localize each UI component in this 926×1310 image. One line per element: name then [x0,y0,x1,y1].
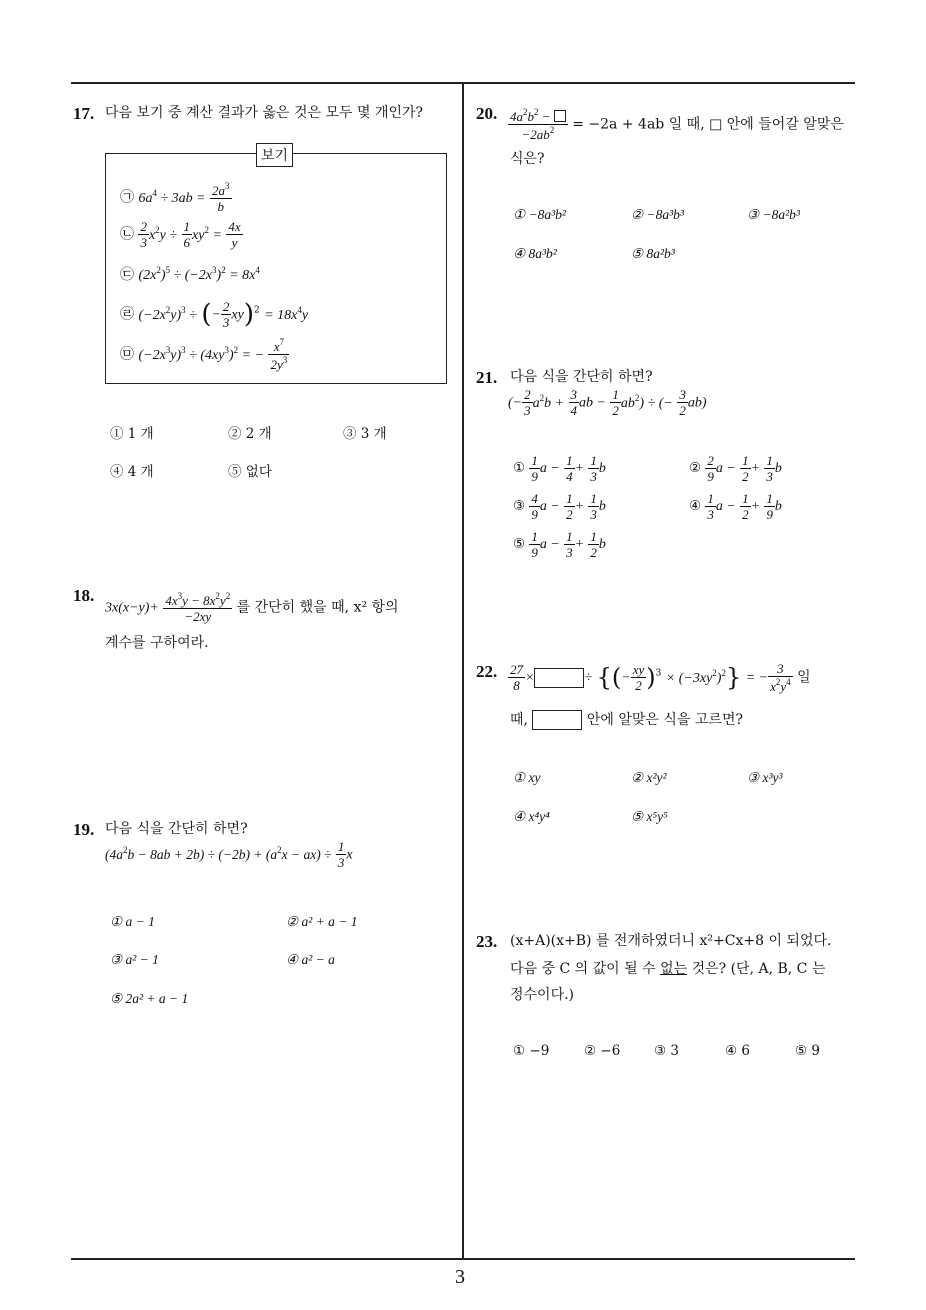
q17-item-3: ㉢ $(2x^2)^5 \div (-2x^3)^2 = 8x^4$ [120,265,260,283]
question-20-number: 20. [476,104,498,123]
question-21-expression: (− $\frac{2}{3}$ $a^2b$ + $\frac{3}{4}$ ab − $\frac{1}{2}$ $ab^2$) ÷ (− $\frac{3}{2}$ ab) [508,387,707,418]
q22-option-4[interactable]: ④ x⁴y⁴ [513,809,550,824]
q19-option-3[interactable]: ③ a² − 1 [110,952,159,967]
question-23-text-line3: 정수이다.) [510,987,575,1003]
q23-option-4[interactable]: ④ 6 [725,1043,750,1059]
q20-option-2[interactable]: ② −8a³b³ [631,207,684,222]
q21-option-3[interactable]: ③ $\frac{4}{9}$ a − $\frac{1}{2}$ + $\frac{1}{3}$ b [513,491,606,522]
q22-option-3[interactable]: ③ x³y³ [747,770,783,785]
q19-option-1[interactable]: ① a − 1 [110,914,155,929]
q23-option-5[interactable]: ⑤ 9 [795,1043,820,1059]
question-19-expression: $(4a^2b - 8ab + 2b) \div (-2b) + (a^2x - ax)$ ÷ $\frac{1}{3}$ x [105,839,353,870]
q17-option-4[interactable]: ④ 4 개 [110,464,154,480]
question-17-text: 다음 보기 중 계산 결과가 옳은 것은 모두 몇 개인가? [105,105,424,121]
q21-option-4[interactable]: ④ $\frac{1}{3}$ a − $\frac{1}{2}$ + $\frac{1}{9}$ b [689,491,782,522]
q17-item-5: ㉤ $(-2x^3y)^3 \div (4xy^3)^2$ = − $\frac{x^7}{2y^3}$ [120,337,288,372]
q21-option-5[interactable]: ⑤ $\frac{1}{9}$ a − $\frac{1}{3}$ + $\frac{1}{2}$ b [513,529,606,560]
question-22-text-line2: 때, 안에 알맞은 식을 고르면? [510,712,743,728]
q23-option-1[interactable]: ① −9 [513,1043,550,1059]
q21-option-2[interactable]: ② $\frac{2}{9}$ a − $\frac{1}{2}$ + $\frac{1}{3}$ b [689,453,782,484]
question-22-expression: $\frac{27}{8}$ × ÷ {(− $\frac{xy}{2}$ )$^3 \times (-3xy^2)^2$} = − $\frac{3}{x^2y^4}$ 일 [510,661,811,694]
question-20-text-line2: 식은? [510,151,545,167]
question-23-text-line1: (x+A)(x+B) 를 전개하였더니 x²+Cx+8 이 되었다. [510,933,832,949]
q17-option-1[interactable]: ① 1 개 [110,426,154,442]
q22-option-5[interactable]: ⑤ x⁵y⁵ [631,809,668,824]
bottom-rule [71,1258,855,1260]
q20-option-4[interactable]: ④ 8a³b² [513,246,557,261]
question-17-number: 17. [73,104,95,123]
q20-option-3[interactable]: ③ −8a²b³ [747,207,800,222]
q17-item-2: ㉡ $\frac{2}{3}$ $x^2y$ ÷ $\frac{1}{6}$ $xy^2$ = $\frac{4x}{y}$ [120,219,241,250]
question-21-text: 다음 식을 간단히 하면? [510,369,653,385]
q20-option-5[interactable]: ⑤ 8a²b³ [631,246,675,261]
q17-item-4: ㉣ $(-2x^2y)^3$ ÷ (− $\frac{2}{3}$ $xy)^2 = 18x^4y$ [120,299,309,330]
q17-option-2[interactable]: ② 2 개 [228,426,272,442]
question-19-number: 19. [73,820,95,839]
q19-option-4[interactable]: ④ a² − a [286,952,335,967]
question-23-text-line2: 다음 중 C 의 값이 될 수 없는 것은? (단, A, B, C 는 [510,961,826,977]
question-18-text-line2: 계수를 구하여라. [105,635,209,651]
q19-option-5[interactable]: ⑤ 2a² + a − 1 [110,991,189,1006]
q23-option-3[interactable]: ③ 3 [654,1043,679,1059]
question-19-text: 다음 식을 간단히 하면? [105,821,248,837]
question-18-text: 를 간단히 했을 때, x² 항의 [236,599,399,616]
q17-item-1: ㉠ $6a^4 \div 3ab$ = $\frac{2a^3}{b}$ [120,181,230,214]
q17-option-5[interactable]: ⑤ 없다 [228,464,272,480]
q19-option-2[interactable]: ② a² + a − 1 [286,914,358,929]
q17-example-label: 보기 [256,143,293,167]
question-21-number: 21. [476,368,498,387]
question-18-expression: 3x(x−y)+ $\frac{4x^3y - 8x^2y^2}{-2xy}$ 를 간단히 했을 때, x² 항의 [105,591,399,624]
question-18-number: 18. [73,586,95,605]
column-divider [462,82,464,1259]
page-number: 3 [455,1266,465,1288]
question-22-number: 22. [476,662,498,681]
q20-option-1[interactable]: ① −8a³b² [513,207,566,222]
question-20-expression: $\frac{4a^2b^2 -}{-2ab^2}$ = −2a + 4ab 일 때, □ 안에 들어갈 알맞은 [510,107,844,142]
q17-option-3[interactable]: ③ 3 개 [343,426,387,442]
question-20-text: = −2a + 4ab 일 때, □ 안에 들어갈 알맞은 [572,116,844,133]
question-23-number: 23. [476,932,498,951]
q22-option-1[interactable]: ① xy [513,770,541,785]
q22-answer-box [534,668,584,688]
question-22-text-end: 일 [797,669,811,686]
q22-option-2[interactable]: ② x²y² [631,770,667,785]
q23-option-2[interactable]: ② −6 [584,1043,621,1059]
q22-answer-box-ref [532,710,582,730]
q21-option-1[interactable]: ① $\frac{1}{9}$ a − $\frac{1}{4}$ + $\frac{1}{3}$ b [513,453,606,484]
